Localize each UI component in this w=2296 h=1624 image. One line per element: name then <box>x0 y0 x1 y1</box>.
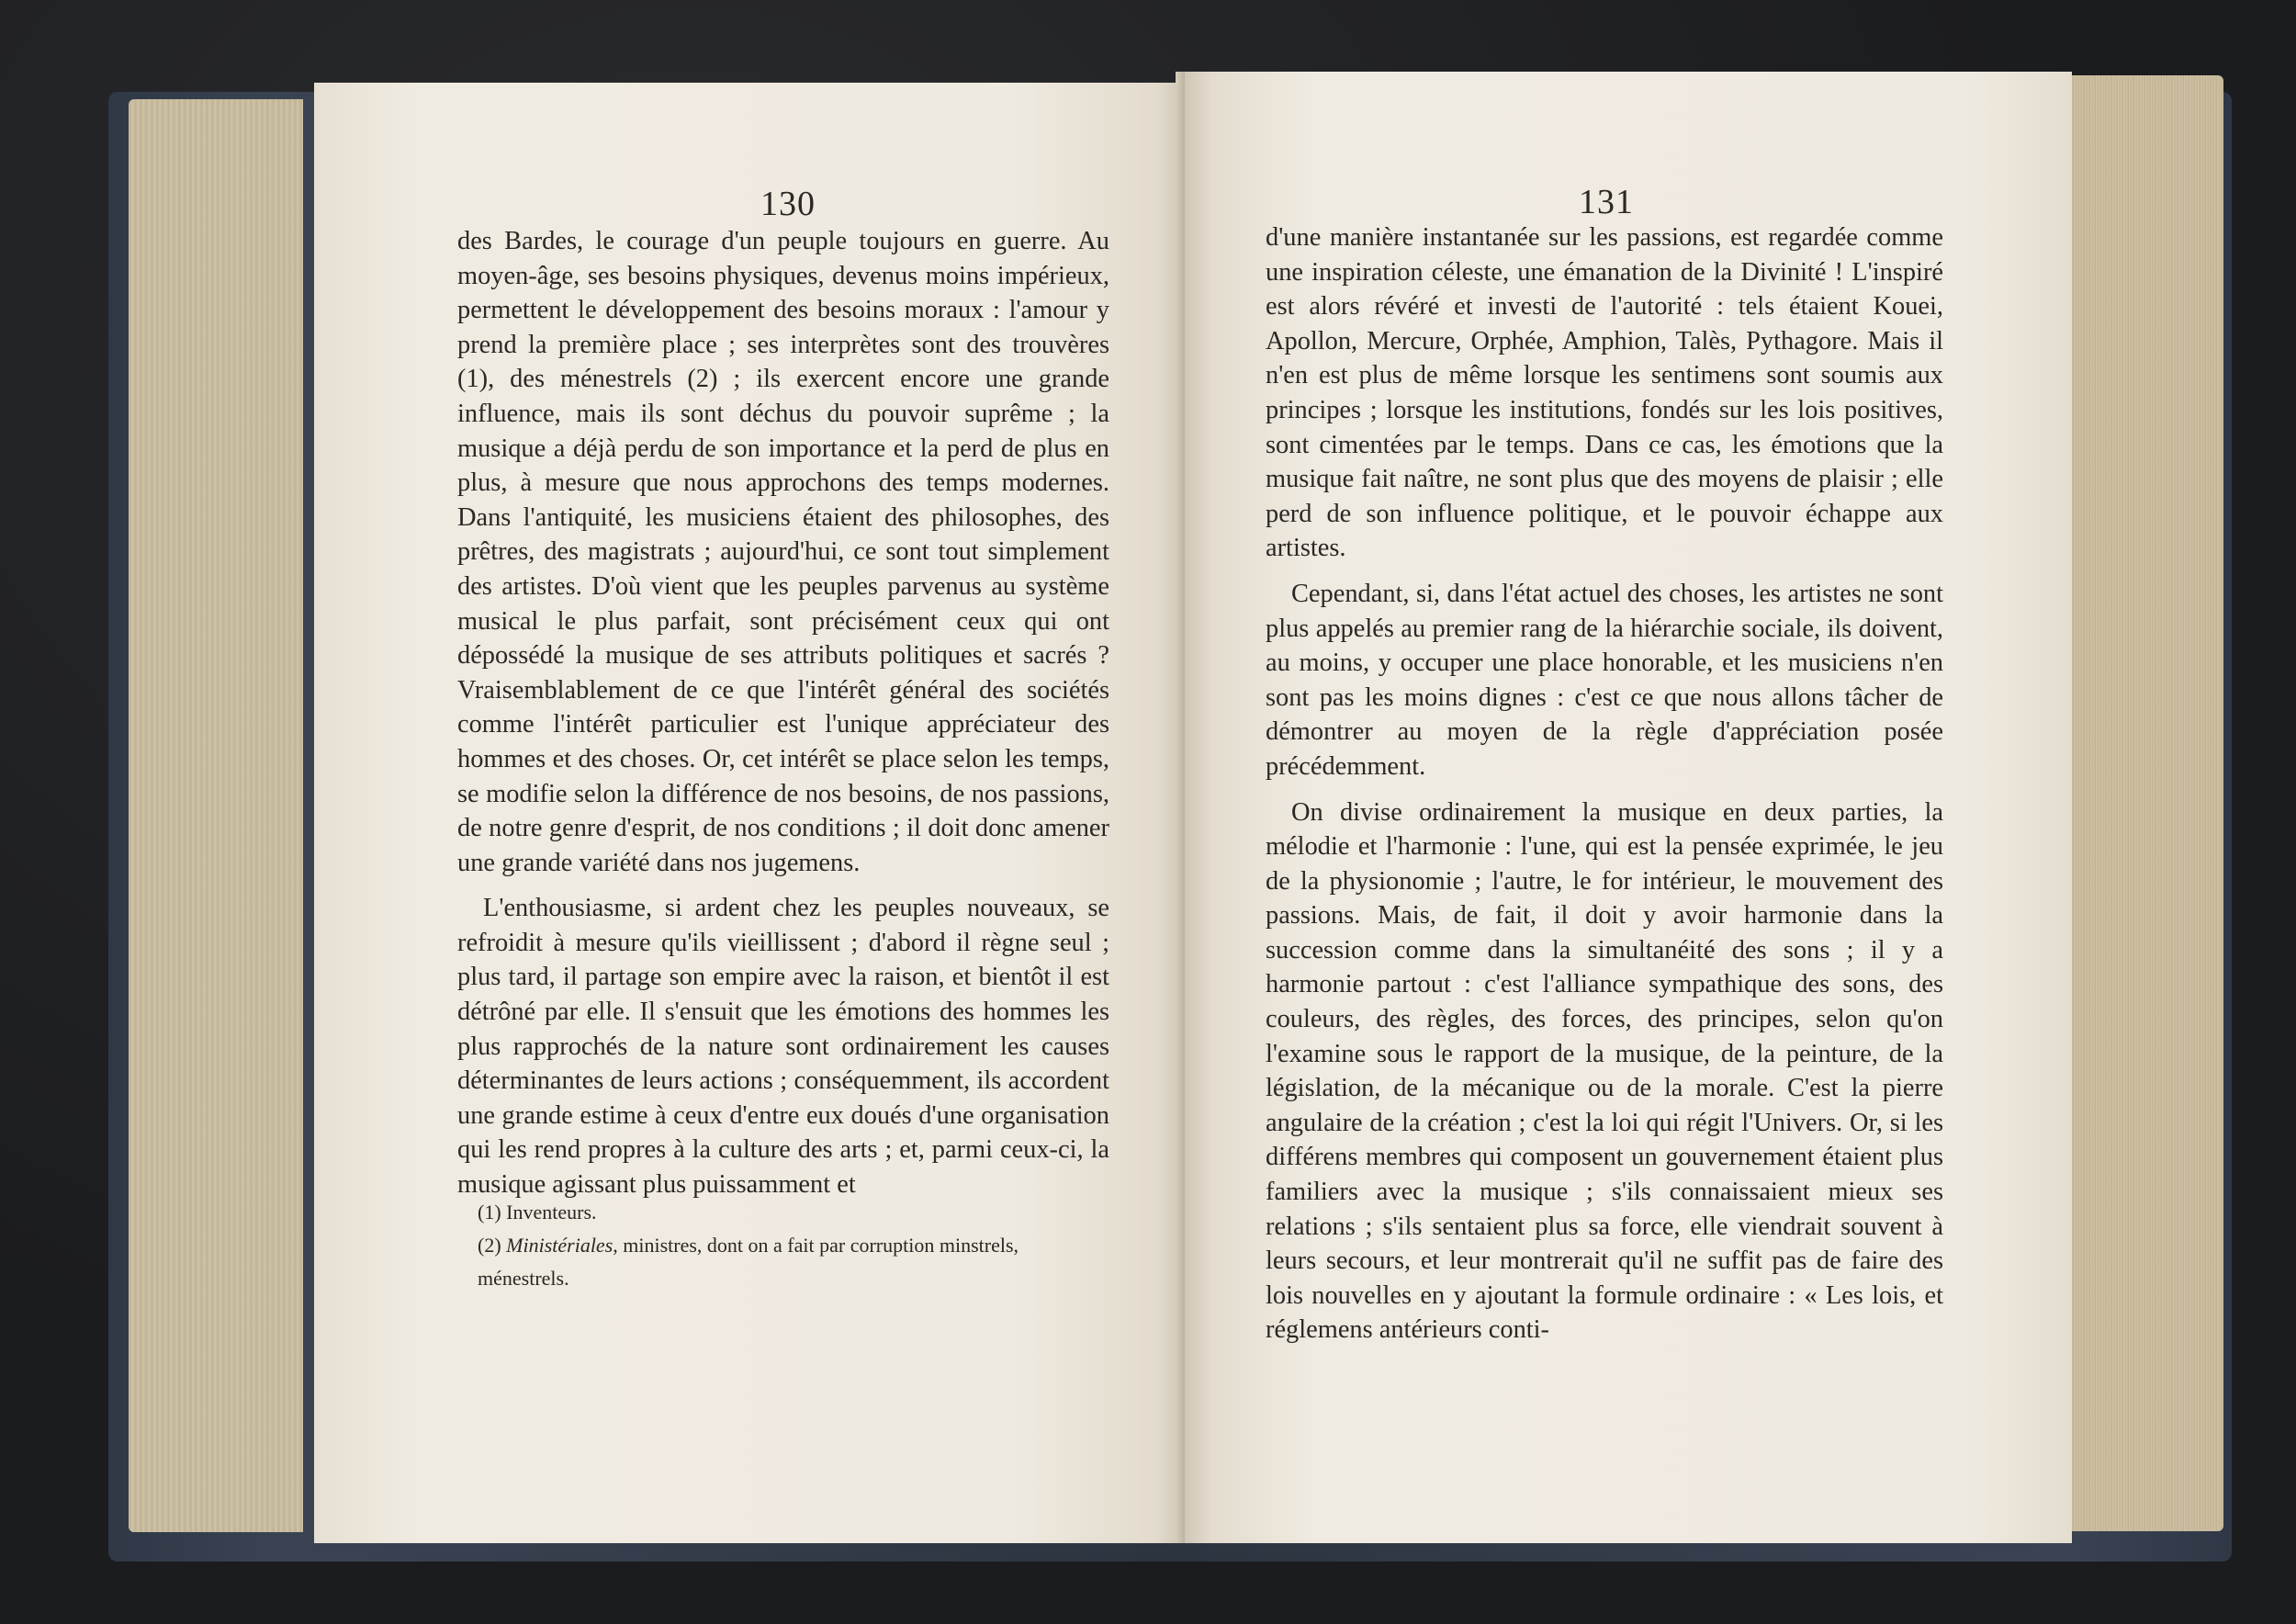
left-footnotes <box>478 1196 1111 1295</box>
right-paragraph-2: Cependant, si, dans l'état actuel des choses, les artistes ne sont plus appelés au premier rang de la hiérarchie sociale, ils doivent, au moins, y occuper une place honorable, et les musiciens n'en sont pas les moins dignes : c'est ce que nous allons tâcher de démontrer au moyen de la règle d'appréciation posée précédemment. <box>1266 579 1943 781</box>
left-page-body <box>457 224 1109 1202</box>
right-page <box>1185 72 2072 1543</box>
right-paragraph-3: On divise ordinairement la musique en deux parties, la mélodie et l'harmonie : l'une, qui est la pensée exprimée, le jeu de la physionomie ; l'autre, le for intérieur, le mouvement des passions. Mais, de fait, il doit y avoir harmonie dans la succession comme dans la simultanéité des sons ; il y a harmonie partout : c'est l'alliance sympathique des sons, des couleurs, des règles, des forces, des principes, selon qu'on l'examine sous le rapport de la musique, de la peinture, de la législation, de la mécanique ou de la morale. C'est la pierre angulaire de la création ; c'est la loi qui régit l'Univers. Or, si les différens membres qui composent un gouvernement étaient plus familiers avec la musique ; s'ils connaissaient mieux ses relations ; s'ils sentaient plus sa force, elle viendrait souvent à leurs secours, et leur montrerait qu'il ne suffit pas de faire des lois nouvelles en y ajoutant la formule ordinaire : « Les lois, et réglemens antérieurs conti- <box>1266 797 1943 1345</box>
right-page-body <box>1266 220 1943 1348</box>
left-page-number: 130 <box>760 185 816 223</box>
footnote-2 <box>478 1229 1111 1295</box>
left-page <box>314 83 1183 1543</box>
right-page-edges <box>2063 75 2223 1531</box>
footnote-2-number: (2) <box>478 1234 501 1257</box>
right-page-number: 131 <box>1579 183 1634 221</box>
right-paragraph-1: d'une manière instantanée sur les passions, est regardée comme une inspiration céleste, une émanation de la Divinité ! L'inspiré est alors révéré et investi de l'autorité : tels étaient Kouei, Apollon, Mercure, Orphée, Amphion, Talès, Pythagore. Mais il n'en est plus de même lorsque les sentimens sont soumis aux principes ; lorsque les institutions, fondés sur les lois positives, sont cimentées par le temps. Dans ce cas, les émotions que la musique fait naître, ne sont plus que des moyens de plaisir ; elle perd de son influence politique, et le pouvoir échappe aux artistes. <box>1266 223 1943 563</box>
footnote-1: (1) Inventeurs. <box>478 1201 597 1224</box>
footnote-2-text: , ministres, dont on a fait par corruption minstrels, ménestrels. <box>478 1234 1019 1290</box>
left-paragraph-1: des Bardes, le courage d'un peuple toujours en guerre. Au moyen-âge, ses besoins physiques, devenus moins impérieux, permettent le développement des besoins moraux : l'amour y prend la première place ; ses interprètes sont des trouvères (1), des ménestrels (2) ; ils exercent encore une grande influence, mais ils sont déchus du pouvoir suprême ; la musique a déjà perdu de son importance et la perd de plus en plus, à mesure que nous approchons des temps modernes. Dans l'antiquité, les musiciens étaient des philosophes, des prêtres, des magistrats ; aujourd'hui, ce sont tout simplement des artistes. D'où vient que les peuples parvenus au système musical le plus parfait, sont précisément ceux qui ont dépossédé la musique de ses attributs politiques et sacrés ? Vraisemblablement de ce que l'intérêt général des sociétés comme l'intérêt particulier est l'unique appréciateur des hommes et des choses. Or, cet intérêt se place selon les temps, se modifie selon la différence de nos besoins, de nos passions, de notre genre d'esprit, de nos conditions ; il doit donc amener une grande variété dans nos jugemens. <box>457 227 1109 877</box>
left-paragraph-2: L'enthousiasme, si ardent chez les peuples nouveaux, se refroidit à mesure qu'ils vieillissent ; d'abord il règne seul ; plus tard, il partage son empire avec la raison, et bientôt il est détrôné par elle. Il s'ensuit que les émotions des hommes les plus rapprochés de la nature sont ordinairement les causes déterminantes de leurs actions ; conséquemment, ils accordent une grande estime à ceux d'entre eux doués d'une organisation qui les rend propres à la culture des arts ; et, parmi ceux-ci, la musique agissant plus puissamment et <box>457 894 1109 1200</box>
left-page-edges <box>129 99 303 1532</box>
footnote-2-term: Ministériales <box>506 1234 613 1257</box>
